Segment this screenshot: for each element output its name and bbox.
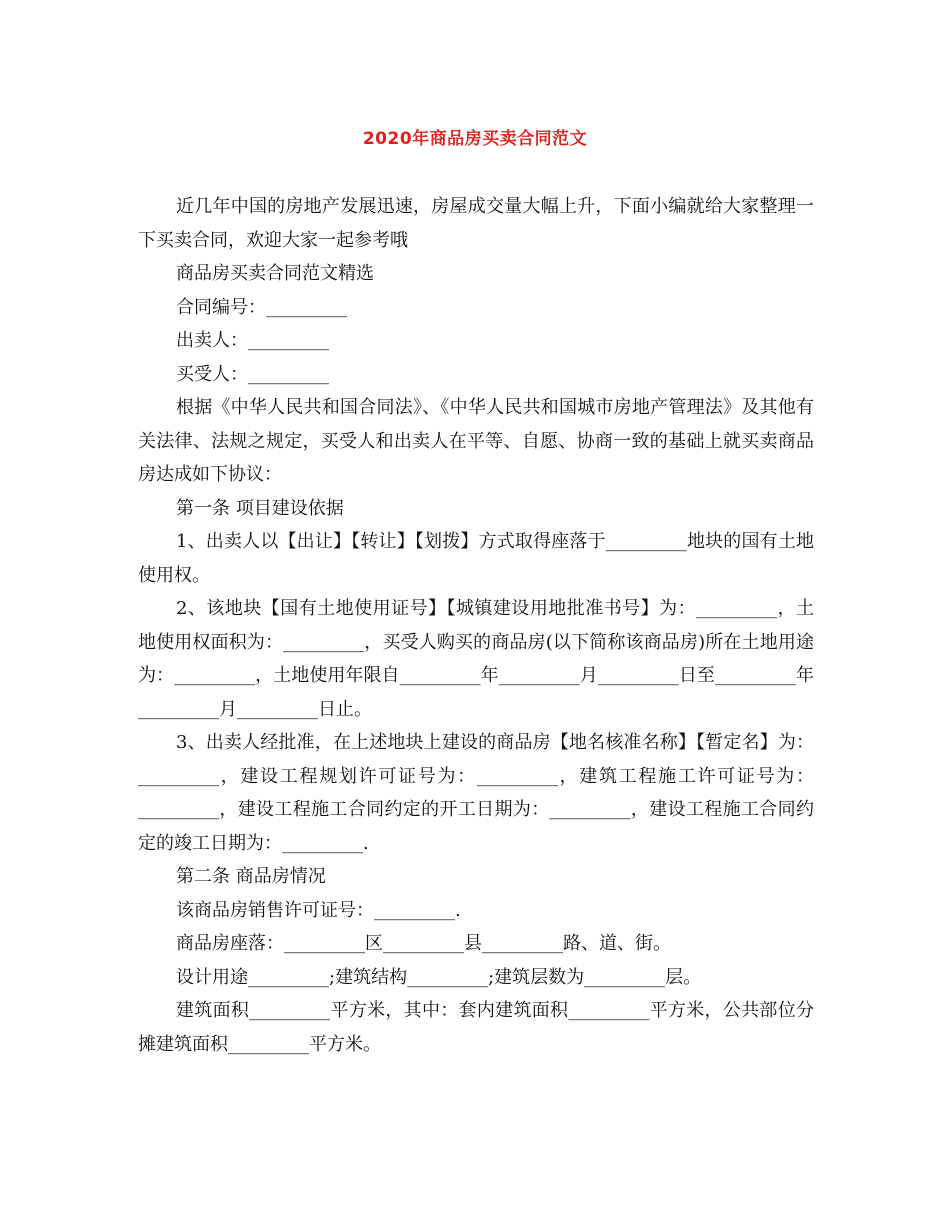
section-heading: 商品房买卖合同范文精选 xyxy=(176,263,374,284)
document-body xyxy=(138,190,814,1061)
floor-area-paragraph: 建筑面积_________平方米，其中：套内建筑面积_________平方米，公共部位分摊建筑面积_________平方米。 xyxy=(138,1000,814,1055)
seller-line: 出卖人：_________ xyxy=(176,330,329,351)
article-1-clause-1: 1、出卖人以【出让】【转让】【划拨】方式取得座落于_________地块的国有土地使用权。 xyxy=(138,531,814,586)
buyer-line: 买受人：_________ xyxy=(176,363,329,385)
sales-permit-line: 该商品房销售许可证号：_________. xyxy=(176,899,461,921)
design-use-line: 设计用途_________;建筑结构_________;建筑层数为_________层。 xyxy=(176,966,702,988)
intro-paragraph: 近几年中国的房地产发展迅速，房屋成交量大幅上升，下面小编就给大家整理一下买卖合同，欢迎大家一起参考哦 xyxy=(138,196,814,251)
document-title: 2020年商品房买卖合同范文 xyxy=(362,129,588,149)
article-1-clause-3: 3、出卖人经批准，在上述地块上建设的商品房【地名核准名称】【暂定名】为：_________，建设工程规划许可证号为：_________，建筑工程施工许可证号为：_________，建设工程施工合同约定的开工日期为：_________，建设工程施工合同约定的竣工日期为：_________. xyxy=(138,732,814,854)
article-2-heading: 第二条 商品房情况 xyxy=(176,866,326,887)
location-line: 商品房座落：_________区_________县_________路、道、街。 xyxy=(176,933,671,954)
article-1-heading: 第一条 项目建设依据 xyxy=(176,497,344,519)
contract-number-line: 合同编号：_________ xyxy=(176,296,347,318)
legal-basis-paragraph: 根据《中华人民共和国合同法》、《中华人民共和国城市房地产管理法》及其他有关法律、法规之规定，买受人和出卖人在平等、自愿、协商一致的基础上就买卖商品房达成如下协议： xyxy=(138,397,814,485)
article-1-clause-2: 2、该地块【国有土地使用证号】【城镇建设用地批准书号】为：_________，土地使用权面积为：_________，买受人购买的商品房(以下简称该商品房)所在土地用途为：_________，土地使用年限自_________年_________月_________日至_________年 _________月_________日止。 xyxy=(138,598,814,720)
